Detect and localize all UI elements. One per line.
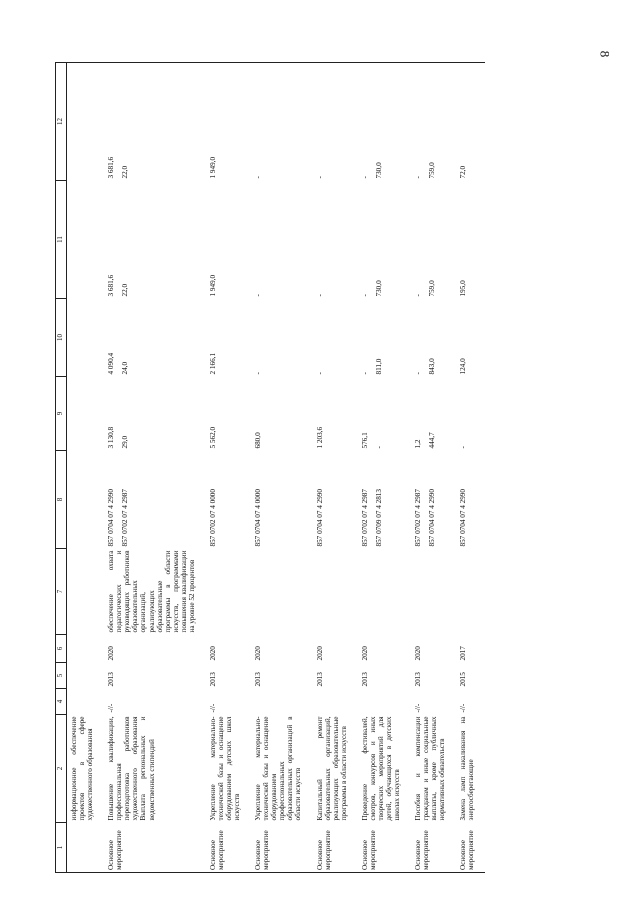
- table-cell-c2: Укрепление материально-технической базы и оснащение оборудованием профессиональных образовательных организаций в области искусств: [254, 716, 303, 821]
- table-cell-c7: [251, 549, 312, 635]
- table-cell-c9: [411, 377, 456, 451]
- table-cell-c10: [251, 299, 312, 377]
- table-cell-c11: [104, 181, 206, 299]
- table-cell-c4: [358, 689, 411, 715]
- table-row: [251, 63, 312, 873]
- table-row: [104, 63, 206, 873]
- cell-value: -: [254, 294, 263, 297]
- table-cell-c10: [313, 299, 358, 377]
- table-cell-c9: [358, 377, 411, 451]
- table-cell-c1: Основное мероприятие: [206, 823, 251, 873]
- cell-value: -: [315, 294, 324, 297]
- cell-value: -: [360, 294, 369, 297]
- table-cell-c11: [313, 181, 358, 299]
- table-cell-c1: Основное мероприятие: [251, 823, 312, 873]
- table-cell-c4: [67, 689, 105, 715]
- cell-value: 843,0: [428, 358, 437, 375]
- cell-value: 22,0: [121, 283, 130, 297]
- column-number: 4: [56, 689, 67, 715]
- cell-value: -: [315, 176, 324, 179]
- cell-value: 5 562,0: [208, 426, 217, 449]
- column-number: 6: [56, 635, 67, 663]
- table-cell-c7: [206, 549, 251, 635]
- table-cell-c8: [358, 451, 411, 549]
- table-cell-c5: 2013: [254, 672, 263, 687]
- cell-value: -: [360, 372, 369, 375]
- cell-value: 857 0704 07 4 2990: [107, 489, 116, 547]
- table-cell-c5: 2015: [459, 672, 468, 687]
- budget-table: [55, 62, 485, 873]
- table-cell-c8: [206, 451, 251, 549]
- cell-value: 857 0702 07 4 0000: [208, 489, 217, 547]
- cell-value: 730,0: [374, 162, 383, 179]
- cell-value: 857 0704 07 4 2990: [428, 489, 437, 547]
- table-cell-c9: [206, 377, 251, 451]
- table-row: [411, 63, 456, 873]
- cell-value: 1 203,6: [315, 426, 324, 449]
- cell-value: 759,0: [428, 280, 437, 297]
- table-cell-c12: [251, 63, 312, 181]
- cell-value: 2 166,1: [208, 352, 217, 375]
- table-cell-c5: [67, 663, 105, 689]
- table-cell-c2: Укрепление материально-технической базы и оснащение оборудованием детских школ искусств: [208, 716, 242, 821]
- table-cell-c4: -//-: [459, 703, 468, 713]
- table-row: [313, 63, 358, 873]
- table-cell-c6: 2020: [315, 646, 324, 661]
- cell-value: 576,1: [360, 432, 369, 449]
- table-cell-c12: [358, 63, 411, 181]
- table-cell-c5: 2013: [315, 672, 324, 687]
- table-cell-c1: Основное мероприятие: [411, 823, 456, 873]
- cell-value: 1 949,0: [208, 274, 217, 297]
- cell-value: -: [360, 176, 369, 179]
- cell-value: -: [459, 446, 468, 449]
- cell-value: -: [254, 176, 263, 179]
- budget-table-sheet: [55, 63, 530, 873]
- table-cell-c7: обеспечение охвата педагогических и руководящих работников образовательных организаций, реализующих образовательные программы в области искусств, программами повышения квалификации на уровне 52 процентов: [107, 550, 196, 633]
- table-cell-c1: [67, 823, 105, 873]
- cell-value: 72,0: [459, 165, 468, 179]
- table-cell-c7: [456, 549, 485, 635]
- cell-value: 857 0702 07 4 2987: [121, 489, 130, 547]
- cell-value: 811,0: [374, 358, 383, 375]
- table-cell-c11: [251, 181, 312, 299]
- cell-value: -: [414, 372, 423, 375]
- cell-value: 857 0702 07 4 2987: [360, 489, 369, 547]
- table-cell-c8: [67, 451, 105, 549]
- cell-value: -: [414, 176, 423, 179]
- table-body: [67, 63, 486, 873]
- table-cell-c8: [104, 451, 206, 549]
- table-row: [67, 63, 105, 873]
- column-number: 7: [56, 549, 67, 635]
- table-cell-c7: [358, 549, 411, 635]
- table-cell-c9: [67, 377, 105, 451]
- table-cell-c2: Повышение квалификации, профессиональная переподготовка работников художественного образования Выплата региональных и ведомственных стипендий: [107, 716, 156, 821]
- table-cell-c6: 2020: [254, 646, 263, 661]
- cell-value: -: [315, 372, 324, 375]
- column-number: 10: [56, 299, 67, 377]
- cell-value: 857 0704 07 4 2990: [315, 489, 324, 547]
- table-cell-c11: [358, 181, 411, 299]
- table-cell-c7: [313, 549, 358, 635]
- table-cell-c5: 2013: [107, 672, 116, 687]
- table-cell-c9: [456, 377, 485, 451]
- table-cell-c2: информационное обеспечение проектов в сфере художественного образования: [70, 716, 95, 821]
- page-number: 8: [597, 50, 613, 58]
- table-cell-c1: Основное мероприятие: [313, 823, 358, 873]
- table-cell-c7: [67, 549, 105, 635]
- cell-value: -: [254, 372, 263, 375]
- table-cell-c4: [313, 689, 358, 715]
- table-cell-c5: 2013: [414, 672, 423, 687]
- column-number: 5: [56, 663, 67, 689]
- table-cell-c6: 2017: [459, 646, 468, 661]
- cell-value: 857 0702 07 4 2987: [414, 489, 423, 547]
- table-cell-c11: [67, 181, 105, 299]
- table-cell-c6: 2020: [107, 646, 116, 661]
- table-cell-c5: 2013: [208, 672, 217, 687]
- table-cell-c11: [206, 181, 251, 299]
- cell-value: 1 949,0: [208, 156, 217, 179]
- table-cell-c10: [456, 299, 485, 377]
- cell-value: 29,0: [121, 435, 130, 449]
- column-number: 12: [56, 63, 67, 181]
- table-cell-c8: [456, 451, 485, 549]
- table-cell-c10: [411, 299, 456, 377]
- table-cell-c11: [456, 181, 485, 299]
- table-cell-c8: [251, 451, 312, 549]
- table-cell-c6: 2020: [208, 646, 217, 661]
- table-cell-c10: [104, 299, 206, 377]
- cell-value: 195,0: [459, 280, 468, 297]
- table-cell-c2: Замена ламп накаливания на энергосберегающие: [459, 716, 476, 821]
- table-cell-c2: Проведение фестивалей, смотров, конкурсов и иных творческих мероприятий для детей, обучающихся в детских школах искусств: [360, 716, 401, 821]
- column-number: 1: [56, 823, 67, 873]
- column-number: 8: [56, 451, 67, 549]
- cell-value: 124,0: [459, 358, 468, 375]
- table-cell-c4: -//-: [107, 703, 116, 713]
- table-cell-c12: [104, 63, 206, 181]
- cell-value: 22,0: [121, 165, 130, 179]
- cell-value: 759,0: [428, 162, 437, 179]
- table-row: [456, 63, 485, 873]
- table-row: [206, 63, 251, 873]
- table-cell-c1: Основное мероприятие: [104, 823, 206, 873]
- table-cell-c9: [313, 377, 358, 451]
- table-cell-c11: [411, 181, 456, 299]
- table-cell-c4: [251, 689, 312, 715]
- cell-value: 3 681,6: [107, 156, 116, 179]
- table-cell-c10: [67, 299, 105, 377]
- table-cell-c12: [67, 63, 105, 181]
- table-cell-c4: -//-: [208, 703, 217, 713]
- cell-value: 857 0704 07 4 0000: [254, 489, 263, 547]
- table-cell-c5: 2013: [360, 672, 369, 687]
- cell-value: 4 090,4: [107, 352, 116, 375]
- table-cell-c12: [456, 63, 485, 181]
- table-cell-c6: [67, 635, 105, 663]
- table-cell-c8: [411, 451, 456, 549]
- table-cell-c9: [104, 377, 206, 451]
- cell-value: 3 130,8: [107, 426, 116, 449]
- table-cell-c9: [251, 377, 312, 451]
- column-number-row: [56, 63, 67, 873]
- table-cell-c12: [313, 63, 358, 181]
- cell-value: 1,2: [414, 439, 423, 449]
- cell-value: 24,0: [121, 361, 130, 375]
- table-cell-c7: [411, 549, 456, 635]
- column-number: 11: [56, 181, 67, 299]
- cell-value: 3 681,6: [107, 274, 116, 297]
- table-cell-c6: 2020: [414, 646, 423, 661]
- table-row: [358, 63, 411, 873]
- table-cell-c10: [206, 299, 251, 377]
- table-cell-c8: [313, 451, 358, 549]
- cell-value: 857 0704 07 4 2990: [459, 489, 468, 547]
- column-number: 2: [56, 715, 67, 823]
- table-cell-c4: -//-: [414, 703, 423, 713]
- cell-value: 680,0: [254, 432, 263, 449]
- cell-value: 730,0: [374, 280, 383, 297]
- cell-value: 857 0709 07 4 2813: [374, 489, 383, 547]
- table-cell-c2: Капитальный ремонт образовательных организаций, реализующих образовательные программы в области искусств: [315, 716, 348, 821]
- table-cell-c12: [411, 63, 456, 181]
- table-cell-c10: [358, 299, 411, 377]
- table-cell-c1: Основное мероприятие: [456, 823, 485, 873]
- cell-value: -: [414, 294, 423, 297]
- column-number: 9: [56, 377, 67, 451]
- table-cell-c6: 2020: [360, 646, 369, 661]
- cell-value: 444,7: [428, 432, 437, 449]
- table-cell-c1: Основное мероприятие: [358, 823, 411, 873]
- cell-value: -: [374, 446, 383, 449]
- table-cell-c2: Пособия и компенсации гражданам и иные социальные выплаты, кроме публичных нормативных обязательств: [414, 716, 447, 821]
- table-cell-c12: [206, 63, 251, 181]
